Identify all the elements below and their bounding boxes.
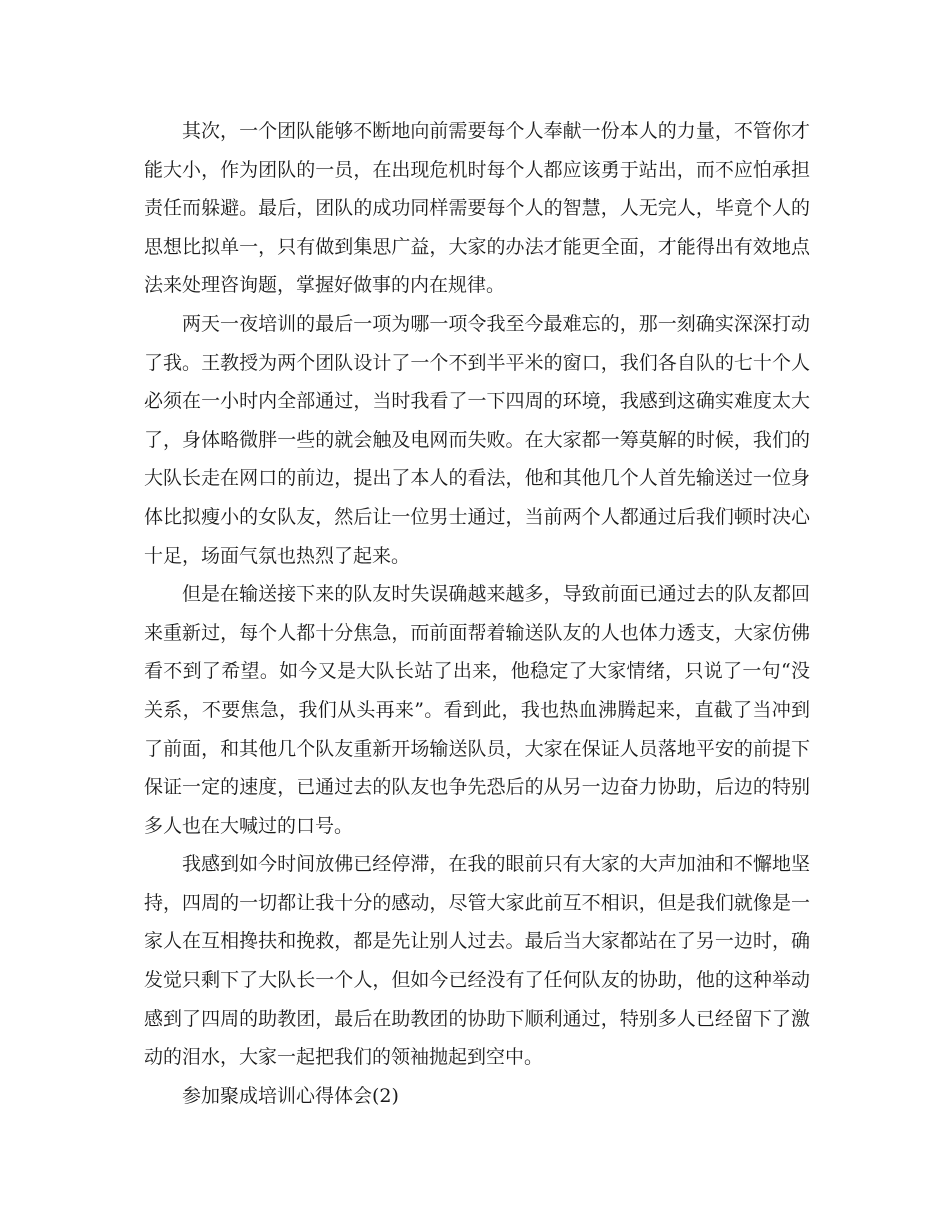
section-heading: 参加聚成培训心得体会(2) <box>182 1084 399 1107</box>
paragraph-4: 我感到如今时间放佛已经停滞，在我的眼前只有大家的大声加油和不懈地坚持，四周的一切都让我十分的感动，尽管大家此前互不相识，但是我们就像是一家人在互相搀扶和挽救，都是先让别人过去。最后当大家都站在了另一边时，确发觉只剩下了大队长一个人，但如今已经没有了任何队友的协助，他的这种举动感到了四周的助教团，最后在助教团的协助下顺利通过，特别多人已经留下了激动的泪水，大家一起把我们的领袖抛起到空中。 <box>144 853 810 1069</box>
document-body <box>144 112 810 1115</box>
paragraph-2: 两天一夜培训的最后一项为哪一项令我至今最难忘的，那一刻确实深深打动了我。王教授为两个团队设计了一个不到半平米的窗口，我们各自队的七十个人必须在一小时内全部通过，当时我看了一下四周的环境，我感到这确实难度太大了，身体略微胖一些的就会触及电网而失败。在大家都一筹莫解的时候，我们的大队长走在网口的前边，提出了本人的看法，他和其他几个人首先输送过一位身体比拟瘦小的女队友，然后让一位男士通过，当前两个人都通过后我们顿时决心十足，场面气氛也热烈了起来。 <box>144 312 810 567</box>
paragraph-3: 但是在输送接下来的队友时失误确越来越多，导致前面已通过去的队友都回来重新过，每个人都十分焦急，而前面帮着输送队友的人也体力透支，大家仿佛看不到了希望。如今又是大队长站了出来，他稳定了大家情绪，只说了一句“没关系，不要焦急，我们从头再来”。看到此，我也热血沸腾起来，直截了当冲到了前面，和其他几个队友重新开场输送队员，大家在保证人员落地平安的前提下保证一定的速度，已通过去的队友也争先恐后的从另一边奋力协助，后边的特别多人也在大喊过的口号。 <box>144 583 810 837</box>
paragraph-1: 其次，一个团队能够不断地向前需要每个人奉献一份本人的力量，不管你才能大小，作为团队的一员，在出现危机时每个人都应该勇于站出，而不应怕承担责任而躲避。最后，团队的成功同样需要每个人的智慧，人无完人，毕竟个人的思想比拟单一，只有做到集思广益，大家的办法才能更全面，才能得出有效地点法来处理咨询题，掌握好做事的内在规律。 <box>144 120 810 297</box>
